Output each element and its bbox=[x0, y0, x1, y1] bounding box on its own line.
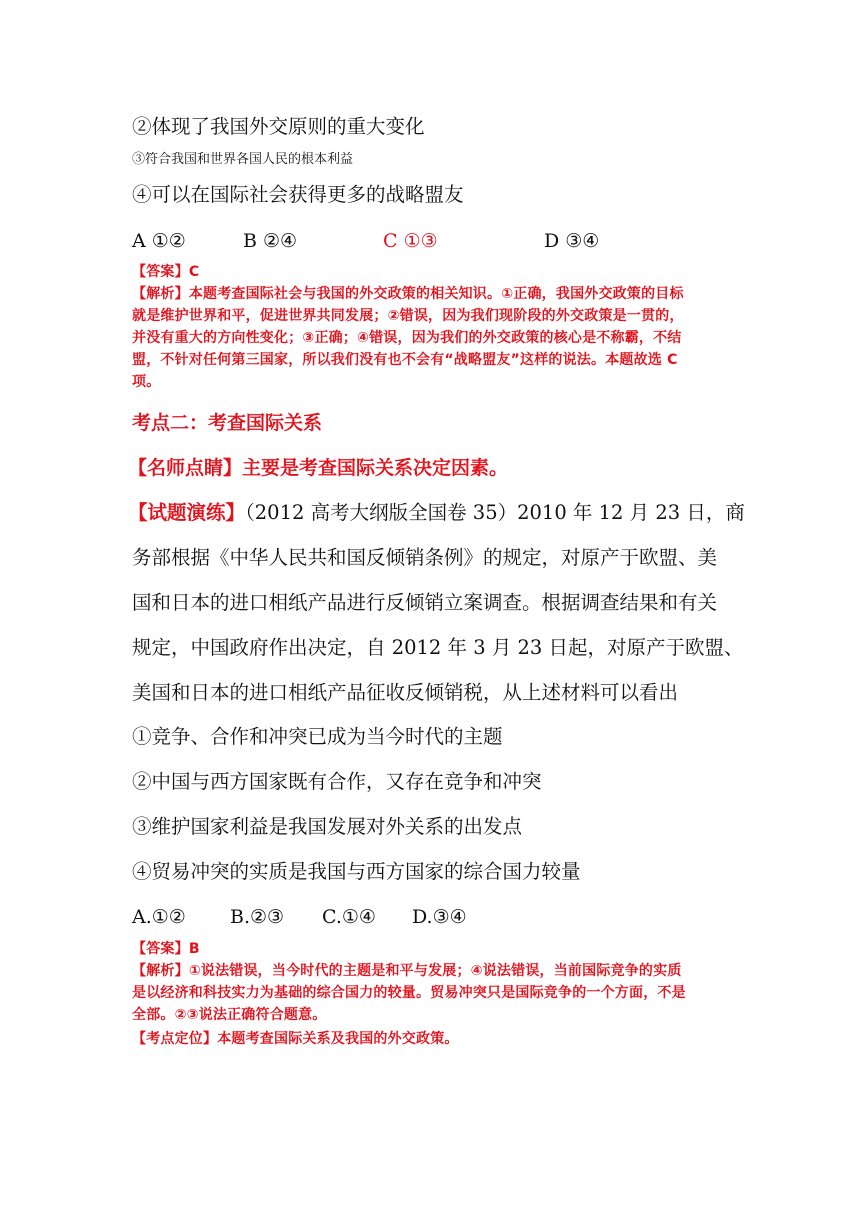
q1-answer bbox=[132, 262, 199, 284]
exercise-answer bbox=[132, 939, 200, 961]
exercise-option-a: A.①② bbox=[132, 906, 186, 928]
exercise-line-2: 务部根据《中华人民共和国反倾销条例》的规定，对原产于欧盟、美 bbox=[132, 546, 718, 569]
q1-option-d: D ③④ bbox=[544, 230, 600, 252]
q1-option-b: B ②④ bbox=[243, 230, 298, 252]
exercise-line-1 bbox=[128, 500, 745, 526]
q1-answer-value: C bbox=[188, 264, 200, 280]
exercise-line-5: 美国和日本的进口相纸产品征收反倾销税，从上述材料可以看出 bbox=[132, 681, 679, 704]
exercise-statement-3: ③维护国家利益是我国发展对外关系的出发点 bbox=[132, 815, 523, 838]
q1-analysis-line-5: 项。 bbox=[132, 374, 161, 390]
exercise-text-1: （2012 高考大纲版全国卷 35）2010 年 12 月 23 日，商 bbox=[245, 501, 745, 524]
q1-option-c: C ①③ bbox=[383, 230, 438, 252]
exercise-option-c: C.①④ bbox=[322, 906, 376, 928]
teacher-tip-text: 主要是考查国际关系决定因素。 bbox=[242, 457, 509, 479]
q1-statement-4: ④可以在国际社会获得更多的战略盟友 bbox=[132, 183, 464, 206]
teacher-tip-label: 【名师点睛】 bbox=[128, 457, 243, 479]
exercise-line-3: 国和日本的进口相纸产品进行反倾销立案调查。根据调查结果和有关 bbox=[132, 591, 718, 614]
q1-option-a: A ①② bbox=[132, 230, 186, 252]
q1-statement-3: ③符合我国和世界各国人民的根本利益 bbox=[132, 152, 354, 167]
exercise-statement-4: ④贸易冲突的实质是我国与西方国家的综合国力较量 bbox=[132, 860, 581, 883]
q1-analysis-text-1: 本题考查国际社会与我国的外交政策的相关知识。①正确，我国外交政策的目标 bbox=[188, 286, 684, 302]
exercise-statement-2: ②中国与西方国家既有合作，又存在竞争和冲突 bbox=[132, 770, 542, 793]
exercise-line-4: 规定，中国政府作出决定，自 2012 年 3 月 23 日起，对原产于欧盟、 bbox=[132, 636, 744, 659]
exercise-label: 【试题演练】 bbox=[128, 501, 246, 524]
q1-analysis-line-3: 并没有重大的方向性变化；③正确；④错误，因为我们的外交政策的核心是不称霸，不结 bbox=[132, 330, 682, 346]
exercise-statement-1: ①竞争、合作和冲突已成为当今时代的主题 bbox=[132, 725, 503, 748]
q1-analysis-line-4: 盟，不针对任何第三国家，所以我们没有也不会有“战略盟友”这样的说法。本题故选 C bbox=[132, 352, 678, 368]
exercise-position bbox=[132, 1029, 459, 1051]
exercise-option-b: B.②③ bbox=[230, 906, 285, 928]
q1-answer-label: 【答案】 bbox=[132, 264, 189, 280]
exercise-analysis-line-3: 全部。②③说法正确符合题意。 bbox=[132, 1007, 327, 1023]
exercise-analysis-label: 【解析】 bbox=[132, 963, 189, 979]
q1-analysis-line-1 bbox=[132, 284, 684, 306]
q1-analysis-line-2: 就是维护世界和平，促进世界共同发展；②错误，因为我们现阶段的外交政策是一贯的， bbox=[132, 308, 684, 324]
exercise-analysis-text-1: ①说法错误，当今时代的主题是和平与发展；④说法错误，当前国际竞争的实质 bbox=[188, 963, 682, 979]
teacher-tip bbox=[128, 455, 508, 481]
exercise-answer-value: B bbox=[188, 941, 200, 957]
exercise-analysis-line-1 bbox=[132, 961, 682, 983]
exercise-option-d: D.③④ bbox=[412, 906, 467, 928]
exercise-analysis-line-2: 是以经济和科技实力为基础的综合国力的较量。贸易冲突只是国际竞争的一个方面，不是 bbox=[132, 985, 686, 1001]
exercise-position-label: 【考点定位】 bbox=[132, 1031, 218, 1047]
q1-statement-2: ②体现了我国外交原则的重大变化 bbox=[132, 115, 425, 138]
q1-analysis-label: 【解析】 bbox=[132, 286, 189, 302]
exercise-answer-label: 【答案】 bbox=[132, 941, 189, 957]
exercise-position-text: 本题考查国际关系及我国的外交政策。 bbox=[217, 1031, 459, 1047]
section-heading: 考点二：考查国际关系 bbox=[132, 412, 323, 434]
